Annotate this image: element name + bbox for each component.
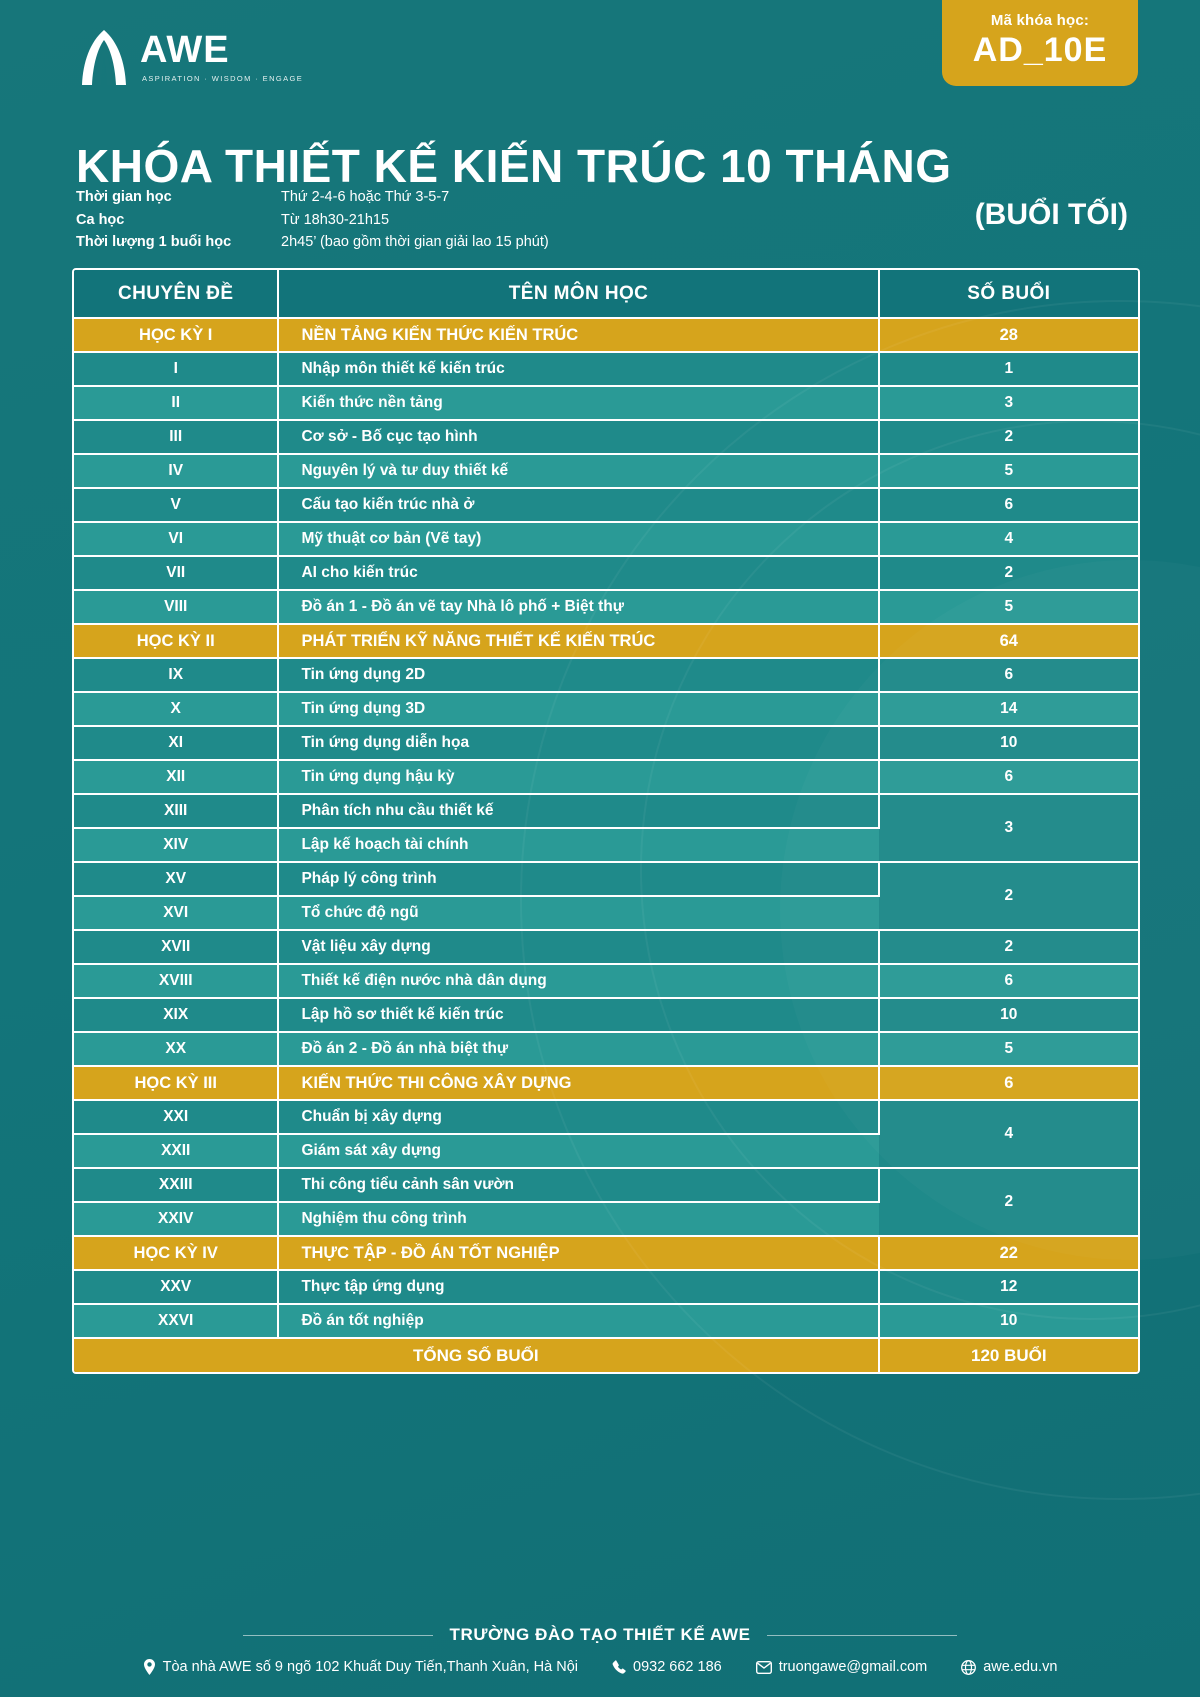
footer-website <box>961 1659 1057 1675</box>
cell-sessions: 64 <box>879 624 1138 658</box>
cell-subject: Lập hồ sơ thiết kế kiến trúc <box>278 998 878 1032</box>
cell-sessions: 2 <box>879 862 1138 930</box>
table-row <box>74 692 1138 726</box>
course-code-badge <box>942 0 1138 86</box>
cell-sessions: 3 <box>879 794 1138 862</box>
cell-topic: XVII <box>74 930 278 964</box>
cell-subject: KIẾN THỨC THI CÔNG XÂY DỰNG <box>278 1066 878 1100</box>
cell-topic: XVI <box>74 896 278 930</box>
cell-sessions: 10 <box>879 1304 1138 1338</box>
cell-sessions: 5 <box>879 590 1138 624</box>
cell-sessions: 2 <box>879 556 1138 590</box>
cell-sessions: 6 <box>879 658 1138 692</box>
cell-topic: HỌC KỲ I <box>74 318 278 352</box>
cell-topic: XX <box>74 1032 278 1066</box>
table-row <box>74 522 1138 556</box>
cell-topic: II <box>74 386 278 420</box>
cell-topic: IX <box>74 658 278 692</box>
table-row <box>74 420 1138 454</box>
brand-tagline: ASPIRATION · WISDOM · ENGAGE <box>142 74 304 83</box>
cell-topic: XII <box>74 760 278 794</box>
cell-topic: XXVI <box>74 1304 278 1338</box>
cell-topic: XV <box>74 862 278 896</box>
cell-subject: Pháp lý công trình <box>278 862 878 896</box>
cell-subject: Kiến thức nền tảng <box>278 386 878 420</box>
cell-topic: XXIII <box>74 1168 278 1202</box>
poster-footer <box>0 1625 1200 1675</box>
cell-subject: Nghiệm thu công trình <box>278 1202 878 1236</box>
table-row <box>74 1304 1138 1338</box>
meta-label: Thời gian học <box>76 189 172 205</box>
table-row <box>74 1168 1138 1202</box>
table-row <box>74 590 1138 624</box>
table-row <box>74 998 1138 1032</box>
table-body <box>74 318 1138 1372</box>
cell-subject: Đồ án tốt nghiệp <box>278 1304 878 1338</box>
cell-subject: Chuẩn bị xây dựng <box>278 1100 878 1134</box>
brand-name: AWE <box>140 29 230 71</box>
cell-topic: V <box>74 488 278 522</box>
cell-topic: X <box>74 692 278 726</box>
cell-subject: Thiết kế điện nước nhà dân dụng <box>278 964 878 998</box>
table-row <box>74 1100 1138 1134</box>
cell-topic: XIX <box>74 998 278 1032</box>
cell-sessions: 4 <box>879 522 1138 556</box>
total-value: 120 BUỔI <box>879 1338 1138 1372</box>
table-header-row <box>74 270 1138 318</box>
cell-subject: Mỹ thuật cơ bản (Vẽ tay) <box>278 522 878 556</box>
table-row <box>74 1270 1138 1304</box>
footer-address <box>143 1659 578 1675</box>
cell-sessions: 22 <box>879 1236 1138 1270</box>
curriculum-table-wrap <box>72 268 1140 1374</box>
phone-icon <box>612 1660 626 1674</box>
cell-sessions: 10 <box>879 998 1138 1032</box>
footer-website-text: awe.edu.vn <box>983 1659 1058 1675</box>
cell-topic: III <box>74 420 278 454</box>
cell-topic: VII <box>74 556 278 590</box>
cell-sessions: 6 <box>879 488 1138 522</box>
meta-label: Thời lượng 1 buổi học <box>76 234 232 250</box>
cell-topic: VI <box>74 522 278 556</box>
table-row-total <box>74 1338 1138 1372</box>
cell-sessions: 2 <box>879 420 1138 454</box>
cell-sessions: 6 <box>879 1066 1138 1100</box>
cell-subject: Cơ sở - Bố cục tạo hình <box>278 420 878 454</box>
table-row-semester <box>74 1066 1138 1100</box>
brand-logo <box>78 28 303 88</box>
cell-topic: XI <box>74 726 278 760</box>
cell-topic: IV <box>74 454 278 488</box>
footer-org-name: TRƯỜNG ĐÀO TẠO THIẾT KẾ AWE <box>0 1625 1200 1645</box>
cell-subject: Tin ứng dụng hậu kỳ <box>278 760 878 794</box>
footer-email <box>756 1659 928 1675</box>
cell-sessions: 6 <box>879 760 1138 794</box>
cell-subject: Đồ án 2 - Đồ án nhà biệt thự <box>278 1032 878 1066</box>
page-subtitle: (BUỔI TỐI) <box>974 198 1128 231</box>
footer-contacts <box>0 1659 1200 1675</box>
table-row <box>74 658 1138 692</box>
table-row <box>74 964 1138 998</box>
table-row <box>74 726 1138 760</box>
cell-topic: XXIV <box>74 1202 278 1236</box>
poster-header <box>0 0 1200 120</box>
meta-value: Từ 18h30-21h15 <box>281 211 390 228</box>
cell-subject: Cấu tạo kiến trúc nhà ở <box>278 488 878 522</box>
cell-subject: THỰC TẬP - ĐỒ ÁN TỐT NGHIỆP <box>278 1236 878 1270</box>
table-row <box>74 352 1138 386</box>
footer-phone <box>612 1659 722 1675</box>
cell-subject: PHÁT TRIỂN KỸ NĂNG THIẾT KẾ KIẾN TRÚC <box>278 624 878 658</box>
total-label: TỔNG SỐ BUỔI <box>74 1338 879 1372</box>
table-row <box>74 454 1138 488</box>
table-row <box>74 1032 1138 1066</box>
cell-sessions: 2 <box>879 1168 1138 1236</box>
table-row <box>74 760 1138 794</box>
cell-sessions: 5 <box>879 454 1138 488</box>
cell-sessions: 2 <box>879 930 1138 964</box>
cell-topic: XIII <box>74 794 278 828</box>
cell-subject: AI cho kiến trúc <box>278 556 878 590</box>
cell-subject: Tin ứng dụng diễn họa <box>278 726 878 760</box>
cell-topic: XVIII <box>74 964 278 998</box>
cell-topic: XXII <box>74 1134 278 1168</box>
table-row <box>74 556 1138 590</box>
globe-icon <box>961 1660 976 1675</box>
footer-address-text: Tòa nhà AWE số 9 ngõ 102 Khuất Duy Tiến,Thanh Xuân, Hà Nội <box>162 1659 578 1675</box>
cell-subject: Vật liệu xây dựng <box>278 930 878 964</box>
cell-subject: Phân tích nhu cầu thiết kế <box>278 794 878 828</box>
cell-subject: Thực tập ứng dụng <box>278 1270 878 1304</box>
cell-topic: HỌC KỲ IV <box>74 1236 278 1270</box>
table-row <box>74 930 1138 964</box>
column-header-subject: TÊN MÔN HỌC <box>278 270 878 318</box>
cell-sessions: 6 <box>879 964 1138 998</box>
cell-sessions: 1 <box>879 352 1138 386</box>
cell-topic: HỌC KỲ III <box>74 1066 278 1100</box>
meta-label: Ca học <box>76 211 125 228</box>
envelope-icon <box>756 1661 772 1674</box>
cell-sessions: 10 <box>879 726 1138 760</box>
table-row <box>74 386 1138 420</box>
table-row-semester <box>74 318 1138 352</box>
cell-sessions: 12 <box>879 1270 1138 1304</box>
cell-subject: Nhập môn thiết kế kiến trúc <box>278 352 878 386</box>
meta-value: Thứ 2-4-6 hoặc Thứ 3-5-7 <box>281 189 450 205</box>
cell-subject: Tin ứng dụng 3D <box>278 692 878 726</box>
footer-phone-text: 0932 662 186 <box>633 1659 722 1675</box>
meta-row <box>76 231 1200 254</box>
page-title: KHÓA THIẾT KẾ KIẾN TRÚC 10 THÁNG <box>76 140 952 192</box>
table-row <box>74 488 1138 522</box>
cell-topic: I <box>74 352 278 386</box>
table-row-semester <box>74 1236 1138 1270</box>
cell-topic: XXV <box>74 1270 278 1304</box>
table-row <box>74 794 1138 828</box>
cell-sessions: 5 <box>879 1032 1138 1066</box>
cell-subject: Lập kế hoạch tài chính <box>278 828 878 862</box>
cell-sessions: 3 <box>879 386 1138 420</box>
cell-subject: NỀN TẢNG KIẾN THỨC KIẾN TRÚC <box>278 318 878 352</box>
cell-subject: Tổ chức độ ngũ <box>278 896 878 930</box>
brand-text <box>140 28 303 83</box>
location-pin-icon <box>143 1659 156 1675</box>
cell-subject: Tin ứng dụng 2D <box>278 658 878 692</box>
cell-subject: Giám sát xây dựng <box>278 1134 878 1168</box>
cell-topic: HỌC KỲ II <box>74 624 278 658</box>
table-row <box>74 862 1138 896</box>
cell-sessions: 14 <box>879 692 1138 726</box>
column-header-topic: CHUYÊN ĐỀ <box>74 270 278 318</box>
curriculum-table <box>74 270 1138 1372</box>
course-code-label: Mã khóa học: <box>990 12 1090 29</box>
cell-sessions: 4 <box>879 1100 1138 1168</box>
course-code-value: AD_10E <box>972 31 1108 69</box>
cell-subject: Đồ án 1 - Đồ án vẽ tay Nhà lô phố + Biệt thự <box>278 590 878 624</box>
meta-value: 2h45’ (bao gồm thời gian giải lao 15 phút) <box>281 234 549 250</box>
cell-sessions: 28 <box>879 318 1138 352</box>
cell-subject: Nguyên lý và tư duy thiết kế <box>278 454 878 488</box>
cell-topic: XIV <box>74 828 278 862</box>
cell-topic: XXI <box>74 1100 278 1134</box>
awe-arch-logo-icon <box>78 28 130 88</box>
cell-topic: VIII <box>74 590 278 624</box>
column-header-sessions: SỐ BUỔI <box>879 270 1138 318</box>
footer-email-text: truongawe@gmail.com <box>778 1659 928 1675</box>
table-row-semester <box>74 624 1138 658</box>
cell-subject: Thi công tiểu cảnh sân vườn <box>278 1168 878 1202</box>
